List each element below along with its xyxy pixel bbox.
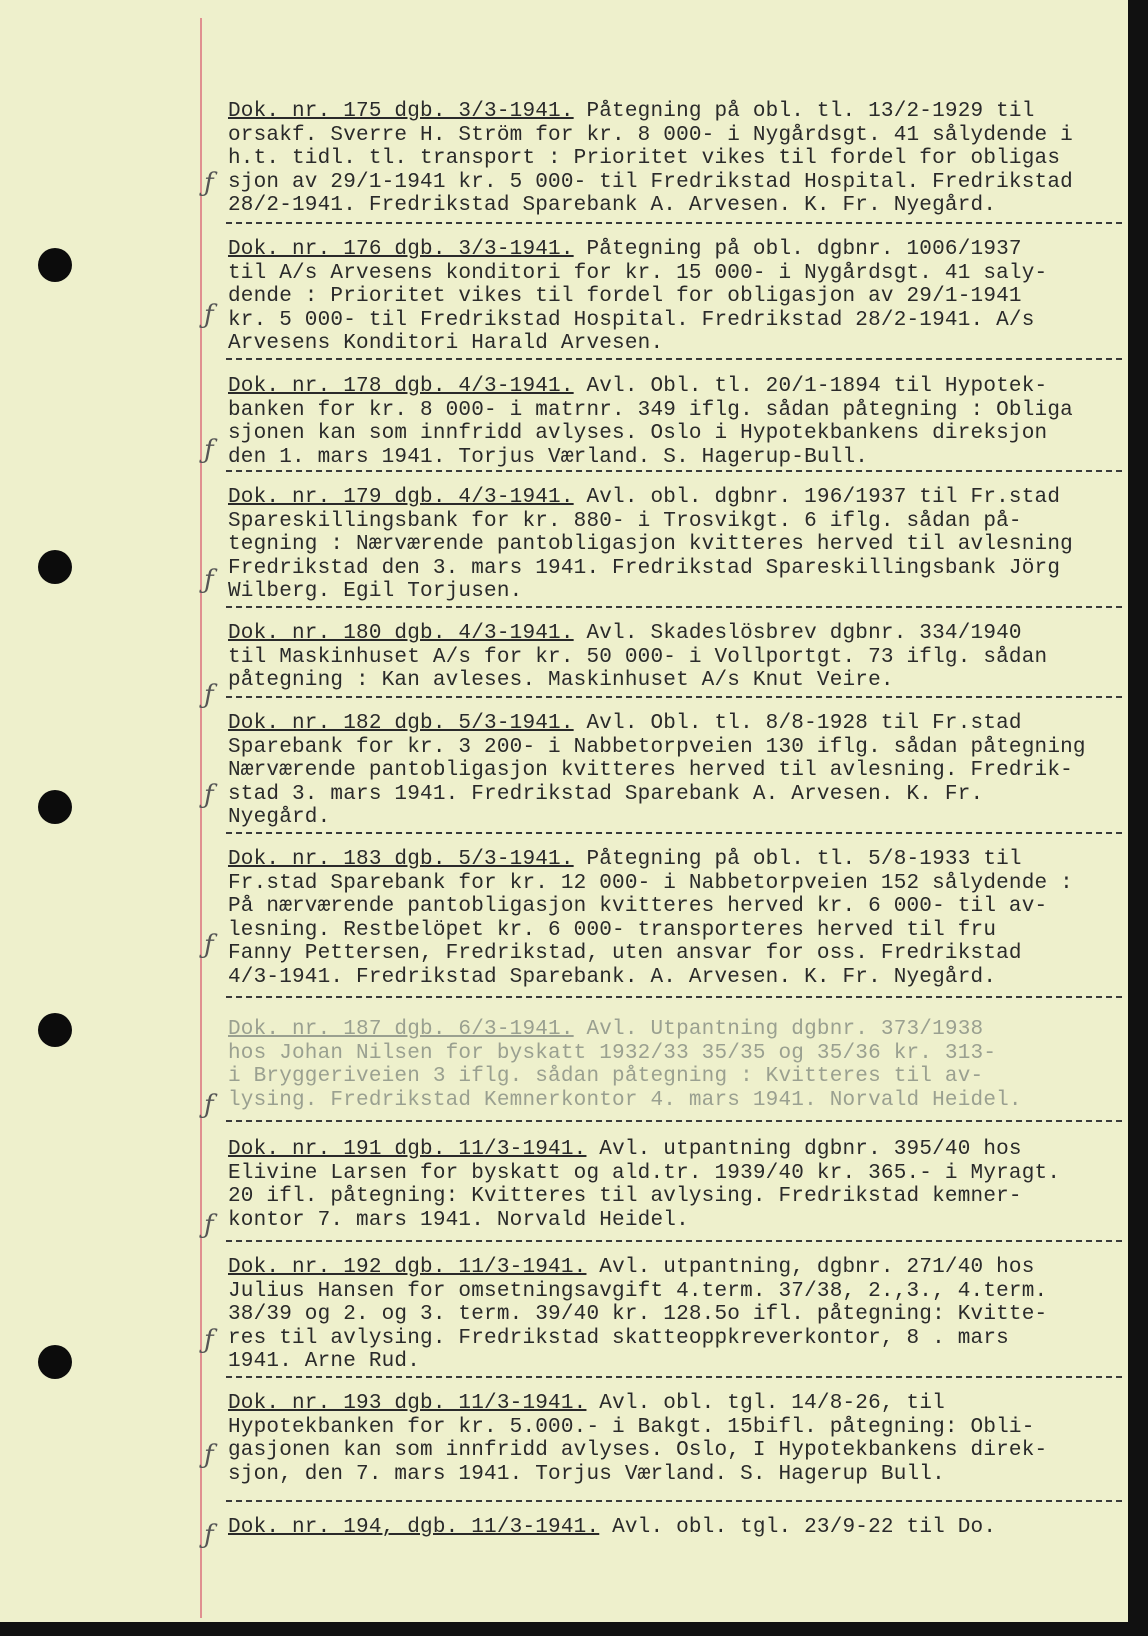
entry-176: Dok. nr. 176 dgb. 3/3-1941. Påtegning på obl. dgbnr. 1006/1937 til A/s Arvesens konditori for kr. 15 000- i Nygårdsgt. 41 saly- dende : Prioritet vikes til fordel for obligasjon av 29/1-1941 kr. 5 000- til Fredrikstad Hospital. Fredrikstad 28/2-1941. A/s Arvesens Konditori Harald Arvesen. — [228, 238, 1048, 355]
entry-191: Dok. nr. 191 dgb. 11/3-1941. Avl. utpantning dgbnr. 395/40 hos Elivine Larsen for byskatt og ald.tr. 1939/40 kr. 365.- i Myragt. 20 ifl. påtegning: Kvitteres til avlysing. Fredrikstad kemner- kontor 7. mars 1941. Norvald Heidel. — [228, 1138, 1061, 1232]
separator — [226, 358, 1122, 360]
margin-tick-mark: ƒ — [204, 1520, 214, 1550]
separator — [226, 832, 1122, 834]
margin-rule — [200, 18, 202, 1618]
entry-175: Dok. nr. 175 dgb. 3/3-1941. Påtegning på obl. tl. 13/2-1929 til orsakf. Sverre H. Ström for kr. 8 000- i Nygårdsgt. 41 sålydende i h.t. tidl. tl. transport : Prioritet vikes til fordel for obligas sjon av 29/1-1941 kr. 5 000- til Fredrikstad Hospital. Fredrikstad 28/2-1941. Fredrikstad Sparebank A. Arvesen. K. Fr. Nyegård. — [228, 100, 1073, 217]
punch-hole — [38, 1345, 72, 1379]
margin-tick-mark: ƒ — [204, 680, 214, 710]
entry-178: Dok. nr. 178 dgb. 4/3-1941. Avl. Obl. tl. 20/1-1894 til Hypotek- banken for kr. 8 000- i matrnr. 349 iflg. sådan påtegning : Obliga sjonen kan som innfridd avlyses. Oslo i Hypotekbankens direksjon den 1. mars 1941. Torjus Værland. S. Hagerup-Bull. — [228, 375, 1073, 469]
separator — [226, 696, 1122, 698]
separator — [226, 222, 1122, 224]
margin-tick-mark: ƒ — [204, 168, 214, 198]
separator — [226, 1376, 1122, 1378]
margin-tick-mark: ƒ — [204, 565, 214, 595]
entry-180: Dok. nr. 180 dgb. 4/3-1941. Avl. Skadeslösbrev dgbnr. 334/1940 til Maskinhuset A/s for kr. 50 000- i Vollportgt. 73 iflg. sådan påtegning : Kan avleses. Maskinhuset A/s Knut Veire. — [228, 622, 1048, 692]
entry-192: Dok. nr. 192 dgb. 11/3-1941. Avl. utpantning, dgbnr. 271/40 hos Julius Hansen for omsetningsavgift 4.term. 37/38, 2.,3., 4.term. 38/39 og 2. og 3. term. 39/40 kr. 128.5o ifl. påtegning: Kvitte- res til avlysing. Fredrikstad skatteoppkreverkontor, 8 . mars 1941. Arne Rud. — [228, 1256, 1048, 1373]
punch-hole — [38, 248, 72, 282]
entry-193: Dok. nr. 193 dgb. 11/3-1941. Avl. obl. tgl. 14/8-26, til Hypotekbanken for kr. 5.000.- i Bakgt. 15bifl. påtegning: Obli- gasjonen kan som innfridd avlyses. Oslo, I Hypotekbankens direk- sjon, den 7. mars 1941. Torjus Værland. S. Hagerup Bull. — [228, 1392, 1048, 1486]
entry-179: Dok. nr. 179 dgb. 4/3-1941. Avl. obl. dgbnr. 196/1937 til Fr.stad Spareskillingsbank for kr. 880- i Trosvikgt. 6 iflg. sådan på- tegning : Nærværende pantobligasjon kvitteres herved til avlesning Fredrikstad den 3. mars 1941. Fredrikstad Spareskillingsbank Jörg Wilberg. Egil Torjusen. — [228, 486, 1073, 603]
punch-hole — [38, 790, 72, 824]
entry-182: Dok. nr. 182 dgb. 5/3-1941. Avl. Obl. tl. 8/8-1928 til Fr.stad Sparebank for kr. 3 200- i Nabbetorpveien 130 iflg. sådan påtegning Nærværende pantobligasjon kvitteres herved til avlesning. Fredrik- stad 3. mars 1941. Fredrikstad Sparebank A. Arvesen. K. Fr. Nyegård. — [228, 712, 1086, 829]
margin-tick-mark: ƒ — [204, 300, 214, 330]
entry-head: Dok. nr. 178 dgb. 4/3-1941. — [228, 375, 574, 398]
punch-hole — [38, 1013, 72, 1047]
margin-tick-mark: ƒ — [204, 435, 214, 465]
separator — [226, 1240, 1122, 1242]
separator — [226, 470, 1122, 472]
separator — [226, 1500, 1122, 1502]
margin-tick-mark: ƒ — [204, 780, 214, 810]
entry-head: Dok. nr. 182 dgb. 5/3-1941. — [228, 712, 574, 735]
separator — [226, 606, 1122, 608]
entry-head: Dok. nr. 193 dgb. 11/3-1941. — [228, 1392, 587, 1415]
margin-tick-mark: ƒ — [204, 1440, 214, 1470]
entry-head: Dok. nr. 179 dgb. 4/3-1941. — [228, 486, 574, 509]
separator — [226, 996, 1122, 998]
margin-tick-mark: ƒ — [204, 1210, 214, 1240]
entry-head: Dok. nr. 191 dgb. 11/3-1941. — [228, 1138, 587, 1161]
entry-head: Dok. nr. 183 dgb. 5/3-1941. — [228, 848, 574, 871]
entry-187: Dok. nr. 187 dgb. 6/3-1941. Avl. Utpantning dgbnr. 373/1938 hos Johan Nilsen for byskatt 1932/33 35/35 og 35/36 kr. 313- i Bryggeriveien 3 iflg. sådan påtegning : Kvitteres til av- lysing. Fredrikstad Kemnerkontor 4. mars 1941. Norvald Heidel. — [228, 1018, 1022, 1112]
entry-head: Dok. nr. 194, dgb. 11/3-1941. — [228, 1516, 600, 1539]
separator — [226, 1120, 1122, 1122]
entry-head: Dok. nr. 175 dgb. 3/3-1941. — [228, 100, 574, 123]
margin-tick-mark: ƒ — [204, 930, 214, 960]
entry-head: Dok. nr. 192 dgb. 11/3-1941. — [228, 1256, 587, 1279]
entry-194: Dok. nr. 194, dgb. 11/3-1941. Avl. obl. tgl. 23/9-22 til Do. — [228, 1516, 997, 1539]
margin-tick-mark: ƒ — [204, 1090, 214, 1120]
entry-head: Dok. nr. 187 dgb. 6/3-1941. — [228, 1018, 574, 1041]
entry-head: Dok. nr. 176 dgb. 3/3-1941. — [228, 238, 574, 261]
punch-hole — [38, 550, 72, 584]
margin-tick-mark: ƒ — [204, 1325, 214, 1355]
entry-head: Dok. nr. 180 dgb. 4/3-1941. — [228, 622, 574, 645]
entry-183: Dok. nr. 183 dgb. 5/3-1941. Påtegning på obl. tl. 5/8-1933 til Fr.stad Sparebank for kr. 12 000- i Nabbetorpveien 152 sålydende : På nærværende pantobligasjon kvitteres herved kr. 6 000- til av- lesning. Restbelöpet kr. 6 000- transporteres herved til fru Fanny Pettersen, Fredrikstad, uten ansvar for oss. Fredrikstad 4/3-1941. Fredrikstad Sparebank. A. Arvesen. K. Fr. Nyegård. — [228, 848, 1073, 989]
